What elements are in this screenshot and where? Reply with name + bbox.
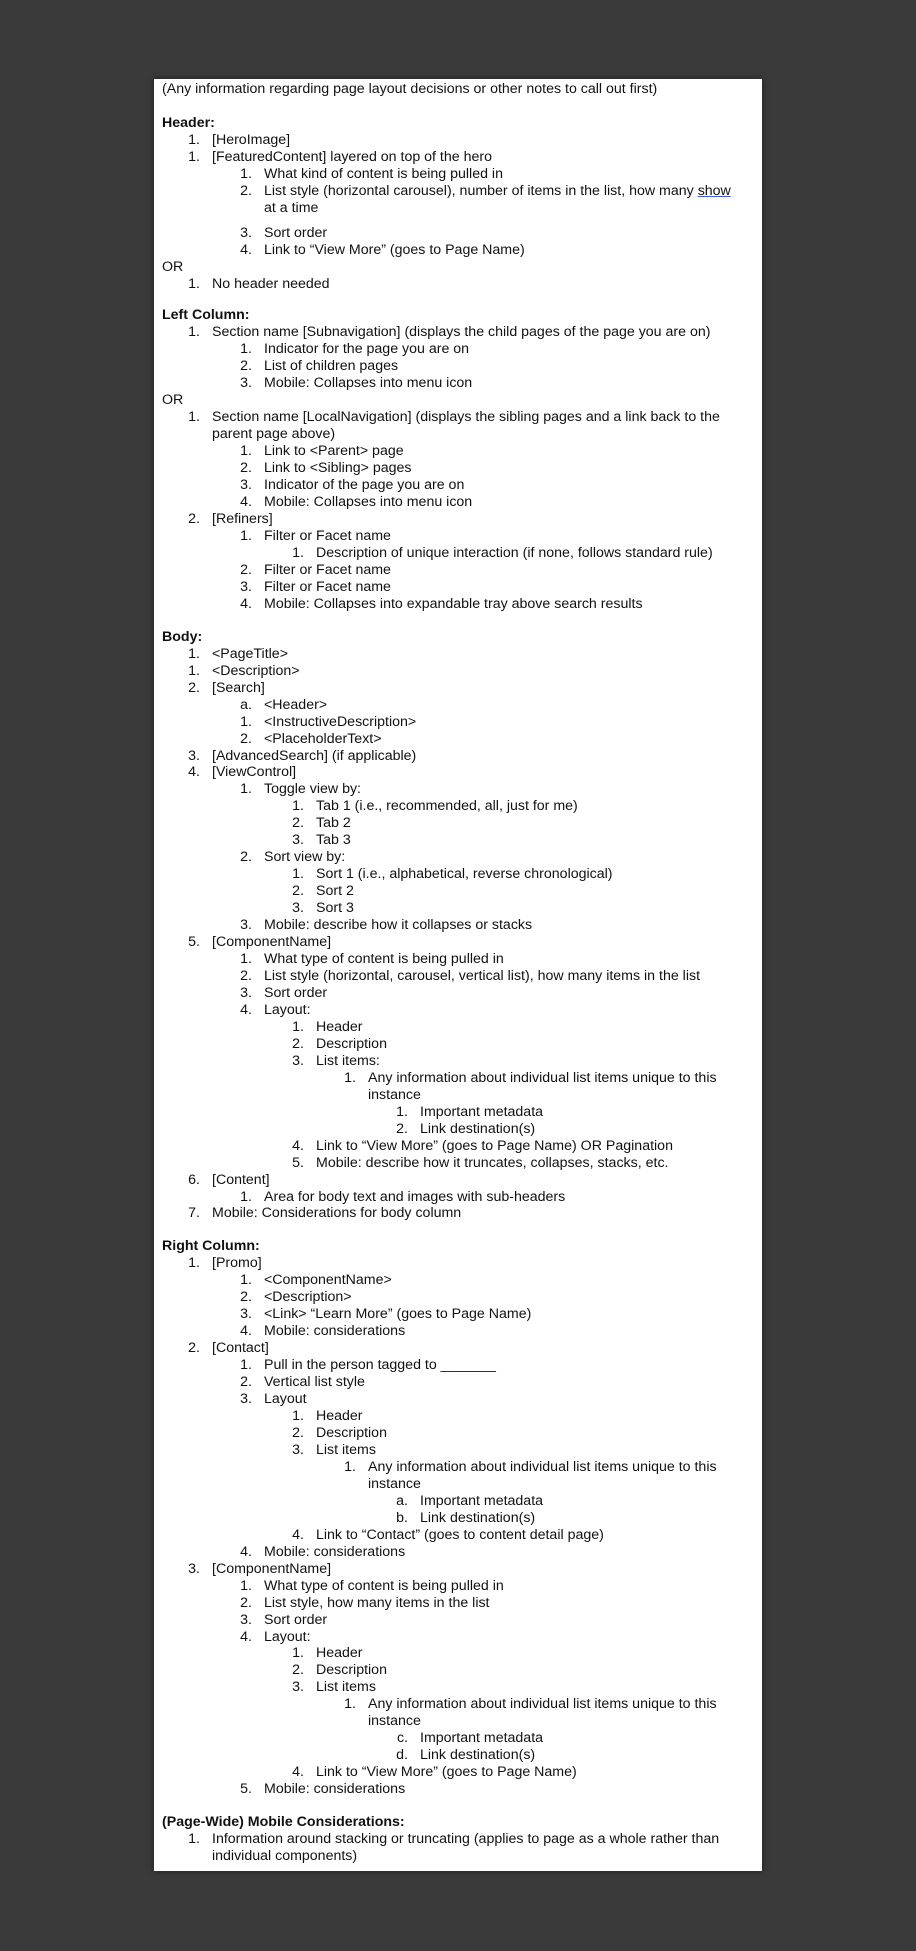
list-number: 2. bbox=[240, 358, 252, 375]
list-item-text: What type of content is being pulled in bbox=[264, 1577, 504, 1594]
list-item-text: What kind of content is being pulled in bbox=[264, 165, 503, 182]
list-item-text: [HeroImage] bbox=[212, 131, 291, 148]
list-item-text: What type of content is being pulled in bbox=[264, 951, 504, 968]
list-item-text: <Header> bbox=[264, 696, 328, 713]
document-body bbox=[154, 79, 762, 1871]
list-number: 2. bbox=[240, 730, 252, 747]
list-number: 4. bbox=[240, 1323, 252, 1340]
list-item-text: Description of unique interaction (if none, follows standard rule) bbox=[316, 544, 713, 561]
list-item-text: Link destination(s) bbox=[420, 1747, 536, 1764]
list-item-text: Header bbox=[316, 1018, 363, 1035]
list-number: 3. bbox=[292, 832, 304, 849]
list-number: c. bbox=[396, 1730, 408, 1747]
list-number: 3. bbox=[292, 1679, 304, 1696]
list-number: 1. bbox=[188, 662, 200, 679]
list-number: 2. bbox=[240, 849, 252, 866]
list-number: 1. bbox=[292, 798, 304, 815]
list-item-text: Any information about individual list items unique to this bbox=[368, 1696, 717, 1713]
list-number: 3. bbox=[240, 1306, 252, 1323]
list-number: 3. bbox=[240, 917, 252, 934]
list-number: 1. bbox=[240, 951, 252, 968]
list-item-text: Vertical list style bbox=[264, 1374, 365, 1391]
list-item-text: [Promo] bbox=[212, 1255, 262, 1272]
list-number: 2. bbox=[396, 1120, 408, 1137]
list-number: 1. bbox=[240, 527, 252, 544]
list-number: 2. bbox=[240, 1374, 252, 1391]
list-number: 4. bbox=[240, 1543, 252, 1560]
list-number: 1. bbox=[188, 645, 200, 662]
list-item-text: <Description> bbox=[264, 1289, 352, 1306]
list-item-text: Link to “View More” (goes to Page Name) OR Pagination bbox=[316, 1137, 673, 1154]
list-number: 3. bbox=[240, 984, 252, 1001]
list-number: 1. bbox=[344, 1069, 356, 1086]
continuation-text: instance bbox=[368, 1086, 421, 1103]
list-item-text: Toggle view by: bbox=[264, 781, 361, 798]
list-item-text: Link to “Contact” (goes to content detail page) bbox=[316, 1526, 604, 1543]
list-number: 2. bbox=[188, 511, 200, 528]
list-number: 1. bbox=[240, 1357, 252, 1374]
list-number: 1. bbox=[188, 131, 200, 148]
list-number: 1. bbox=[240, 165, 252, 182]
list-number: 3. bbox=[240, 375, 252, 392]
list-number: 1. bbox=[188, 409, 200, 426]
list-number: 3. bbox=[240, 477, 252, 494]
list-item-text: Link destination(s) bbox=[420, 1509, 536, 1526]
list-item-text: No header needed bbox=[212, 275, 330, 292]
list-number: 2. bbox=[240, 1289, 252, 1306]
list-item-text: Link to <Parent> page bbox=[264, 443, 404, 460]
list-item-text: Description bbox=[316, 1424, 387, 1441]
list-number: 3. bbox=[188, 747, 200, 764]
list-item-text: List items bbox=[316, 1441, 376, 1458]
list-number: 4. bbox=[292, 1526, 304, 1543]
list-number: 2. bbox=[240, 182, 252, 199]
list-item-text: [ViewControl] bbox=[212, 764, 297, 781]
list-number: a. bbox=[396, 1492, 408, 1509]
list-item-text: Mobile: Collapses into menu icon bbox=[264, 375, 473, 392]
show-word: show bbox=[697, 182, 731, 199]
list-item-text: [Refiners] bbox=[212, 511, 273, 528]
list-number: 1. bbox=[240, 443, 252, 460]
list-item-text: Mobile: Collapses into menu icon bbox=[264, 494, 473, 511]
list-item-text: [Search] bbox=[212, 679, 265, 696]
list-item-text: Mobile: Collapses into expandable tray above search results bbox=[264, 595, 643, 612]
list-number: 3. bbox=[240, 224, 252, 241]
list-item-text: Important metadata bbox=[420, 1103, 544, 1120]
list-item-text: Mobile: describe how it truncates, collapses, stacks, etc. bbox=[316, 1154, 669, 1171]
list-number: 3. bbox=[240, 578, 252, 595]
continuation-text: instance bbox=[368, 1713, 421, 1730]
list-number: 4. bbox=[240, 1001, 252, 1018]
list-number: 1. bbox=[240, 341, 252, 358]
list-number: 5. bbox=[292, 1154, 304, 1171]
list-item-text: Link destination(s) bbox=[420, 1120, 536, 1137]
continuation-text: instance bbox=[368, 1475, 421, 1492]
continuation-text: individual components) bbox=[212, 1848, 358, 1865]
list-item-text: [Contact] bbox=[212, 1340, 269, 1357]
list-item-text: [Content] bbox=[212, 1171, 270, 1188]
list-item-text: Mobile: considerations bbox=[264, 1543, 406, 1560]
section-title: Body: bbox=[162, 628, 203, 645]
list-number: 1. bbox=[292, 866, 304, 883]
list-number: 1. bbox=[188, 148, 200, 165]
list-number: 6. bbox=[188, 1171, 200, 1188]
list-item-text: Mobile: Considerations for body column bbox=[212, 1205, 462, 1222]
list-number: 2. bbox=[292, 1035, 304, 1052]
list-item-text: Important metadata bbox=[420, 1492, 544, 1509]
list-item-text: List style, how many items in the list bbox=[264, 1594, 490, 1611]
list-number: 1. bbox=[344, 1696, 356, 1713]
list-number: 4. bbox=[240, 595, 252, 612]
list-number: 4. bbox=[188, 764, 200, 781]
list-item-text: <Description> bbox=[212, 662, 300, 679]
list-number: 1. bbox=[344, 1458, 356, 1475]
list-item-text: Any information about individual list items unique to this bbox=[368, 1458, 717, 1475]
list-number: 3. bbox=[240, 1391, 252, 1408]
list-item-text: Description bbox=[316, 1035, 387, 1052]
list-item-text: Mobile: considerations bbox=[264, 1781, 406, 1798]
list-number: 1. bbox=[240, 713, 252, 730]
list-number: 1. bbox=[188, 275, 200, 292]
list-number: 1. bbox=[188, 1255, 200, 1272]
section-title: Header: bbox=[162, 114, 215, 131]
list-number: 1. bbox=[240, 781, 252, 798]
intro-text: (Any information regarding page layout decisions or other notes to call out first) bbox=[162, 81, 658, 97]
list-item-text: Sort order bbox=[264, 984, 328, 1001]
list-number: 5. bbox=[188, 934, 200, 951]
list-item-text: <ComponentName> bbox=[264, 1272, 392, 1289]
list-number: 1. bbox=[292, 1018, 304, 1035]
list-number: 2. bbox=[240, 460, 252, 477]
list-number: 1. bbox=[396, 1103, 408, 1120]
list-number: 3. bbox=[292, 1441, 304, 1458]
list-number: 3. bbox=[240, 1611, 252, 1628]
list-item-text: Filter or Facet name bbox=[264, 578, 391, 595]
list-number: 1. bbox=[240, 1188, 252, 1205]
list-number: 4. bbox=[292, 1764, 304, 1781]
list-number: 5. bbox=[240, 1781, 252, 1798]
list-item-text: List items bbox=[316, 1679, 376, 1696]
list-item-text: Information around stacking or truncating (applies to page as a whole rather than bbox=[212, 1831, 720, 1848]
list-item-text: Link to “View More” (goes to Page Name) bbox=[264, 241, 525, 258]
list-item-text: <Link> “Learn More” (goes to Page Name) bbox=[264, 1306, 532, 1323]
list-item-text: Mobile: describe how it collapses or stacks bbox=[264, 917, 533, 934]
list-item-text: Layout: bbox=[264, 1628, 311, 1645]
section-title: Left Column: bbox=[162, 307, 250, 324]
list-item-text: Layout bbox=[264, 1391, 307, 1408]
list-item-text: Section name [Subnavigation] (displays the child pages of the page you are on) bbox=[212, 324, 711, 341]
list-item-text: Mobile: considerations bbox=[264, 1323, 406, 1340]
list-number: 4. bbox=[240, 494, 252, 511]
list-number: 1. bbox=[188, 1831, 200, 1848]
list-item-text: <PageTitle> bbox=[212, 645, 288, 662]
list-number: 4. bbox=[240, 241, 252, 258]
list-item-text: List items: bbox=[316, 1052, 380, 1069]
list-number: 2. bbox=[292, 815, 304, 832]
list-item-text: Tab 1 (i.e., recommended, all, just for me) bbox=[316, 798, 578, 815]
list-number: 3. bbox=[292, 1052, 304, 1069]
list-item-text: Sort order bbox=[264, 1611, 328, 1628]
list-item-text: Link to “View More” (goes to Page Name) bbox=[316, 1764, 577, 1781]
list-item-text: Indicator for the page you are on bbox=[264, 341, 470, 358]
list-number: d. bbox=[396, 1747, 408, 1764]
list-number: 3. bbox=[292, 900, 304, 917]
list-item-text: Link to <Sibling> pages bbox=[264, 460, 412, 477]
list-item-text: <InstructiveDescription> bbox=[264, 713, 417, 730]
list-item-text: Pull in the person tagged to _______ bbox=[264, 1357, 496, 1374]
list-item-text: Sort 3 bbox=[316, 900, 354, 917]
list-item-text: Tab 3 bbox=[316, 832, 351, 849]
list-item-text: Header bbox=[316, 1408, 363, 1425]
section-title: (Page-Wide) Mobile Considerations: bbox=[162, 1814, 405, 1831]
list-item-text: Section name [LocalNavigation] (displays the sibling pages and a link back to the bbox=[212, 409, 720, 426]
section-title: Right Column: bbox=[162, 1238, 260, 1255]
list-number: 2. bbox=[292, 883, 304, 900]
list-item-text: Header bbox=[316, 1645, 363, 1662]
continuation-text: parent page above) bbox=[212, 426, 336, 443]
list-number: 2. bbox=[240, 561, 252, 578]
list-number: 3. bbox=[188, 1560, 200, 1577]
list-item-text: Sort order bbox=[264, 224, 328, 241]
list-number: 7. bbox=[188, 1205, 200, 1222]
list-number: 2. bbox=[240, 1594, 252, 1611]
list-number: 2. bbox=[240, 968, 252, 984]
continuation-text: at a time bbox=[264, 199, 319, 216]
list-number: 4. bbox=[292, 1137, 304, 1154]
list-number: 1. bbox=[292, 1645, 304, 1662]
list-item-text: [ComponentName] bbox=[212, 1560, 332, 1577]
list-number: 2. bbox=[188, 1340, 200, 1357]
list-item-text: [AdvancedSearch] (if applicable) bbox=[212, 747, 417, 764]
list-item-text: <PlaceholderText> bbox=[264, 730, 382, 747]
list-number: 4. bbox=[240, 1628, 252, 1645]
list-item-text: Important metadata bbox=[420, 1730, 544, 1747]
list-item-text: List style (horizontal carousel), number of items in the list, how many show bbox=[264, 182, 731, 199]
list-item-text: Filter or Facet name bbox=[264, 561, 391, 578]
list-number: 1. bbox=[292, 544, 304, 561]
list-number: 1. bbox=[292, 1408, 304, 1425]
list-number: 1. bbox=[188, 324, 200, 341]
list-number: 2. bbox=[292, 1662, 304, 1679]
list-item-text: OR bbox=[162, 392, 184, 409]
list-item-text: List style (horizontal, carousel, vertical list), how many items in the list bbox=[264, 968, 701, 984]
list-number: b. bbox=[396, 1509, 408, 1526]
list-item-text: Sort 1 (i.e., alphabetical, reverse chronological) bbox=[316, 866, 613, 883]
document-page bbox=[154, 79, 762, 1871]
list-item-text: [FeaturedContent] layered on top of the hero bbox=[212, 148, 492, 165]
list-number: 1. bbox=[240, 1272, 252, 1289]
list-number: 2. bbox=[188, 679, 200, 696]
list-number: 2. bbox=[292, 1424, 304, 1441]
list-item-text: Sort 2 bbox=[316, 883, 354, 900]
list-item-text: List of children pages bbox=[264, 358, 399, 375]
or-text: OR bbox=[162, 258, 184, 275]
list-item-text: Description bbox=[316, 1662, 387, 1679]
list-item-text: [ComponentName] bbox=[212, 934, 332, 951]
list-item-text: Any information about individual list items unique to this bbox=[368, 1069, 717, 1086]
list-number: 1. bbox=[240, 1577, 252, 1594]
list-item-text: Tab 2 bbox=[316, 815, 351, 832]
list-item-text: Indicator of the page you are on bbox=[264, 477, 465, 494]
list-item-text: Filter or Facet name bbox=[264, 527, 391, 544]
list-item-text: Area for body text and images with sub-headers bbox=[264, 1188, 566, 1205]
list-item-text: Layout: bbox=[264, 1001, 311, 1018]
list-item-text: Sort view by: bbox=[264, 849, 346, 866]
list-number: a. bbox=[240, 696, 252, 713]
